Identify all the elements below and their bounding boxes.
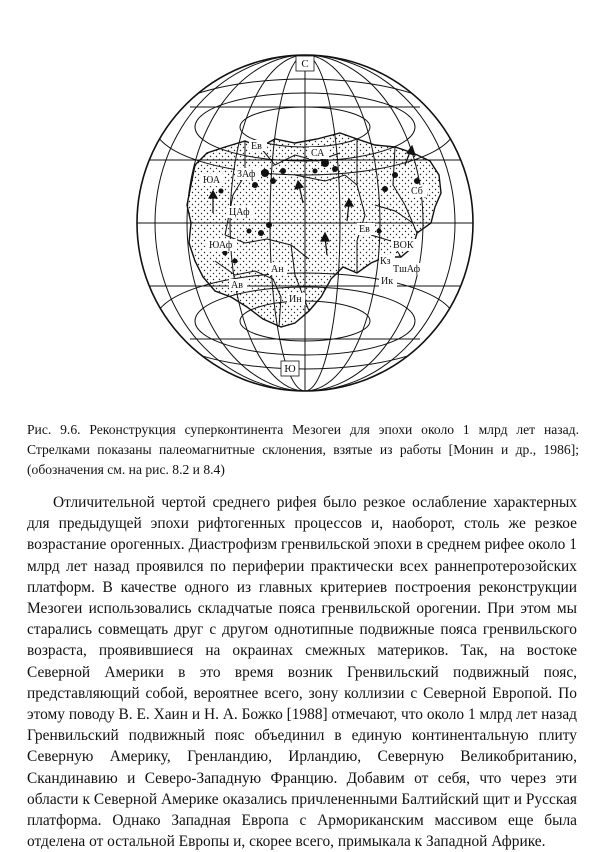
label-yuaf: ЮАф bbox=[209, 240, 233, 251]
label-an: Ан bbox=[271, 264, 284, 275]
label-yua: ЮА bbox=[203, 175, 221, 186]
label-sa: СА bbox=[311, 148, 325, 159]
label-ev2: Ев bbox=[359, 224, 370, 235]
pole-south bbox=[281, 361, 299, 376]
body-text bbox=[27, 492, 577, 852]
label-zaf: ЗАф bbox=[237, 169, 256, 180]
pole-south-label: Ю bbox=[284, 363, 296, 375]
label-tsaf: ЦАф bbox=[229, 207, 250, 218]
label-tsh: ТшАф bbox=[393, 264, 421, 275]
body-paragraph: Отличительной чертой среднего рифея было резкое ослабление характерных для предыдущей эпохи рифтогенных процессов и, наоборот, столь же резкое возрастание орогенных. Диастрофизм гренвильской эпохи в среднем рифее около 1 млрд лет назад проявился по периферии практически всех раннепротерозойских платформ. В качестве одного из главных критериев построения реконструкции Мезогеи использовались складчатые пояса гренвильской орогении. При этом мы старались совмещать друг с другом однотипные подвижные пояса гренвильского возраста, проявившиеся на окраинах смежных материков. Так, на востоке Северной Америки в это время возник Гренвильский подвижный пояс, представляющий собой, вероятнее всего, зону коллизии с Северной Европой. По этому поводу В. Е. Хаин и Н. А. Божко [1988] отмечают, что около 1 млрд лет назад Гренвильский подвижный пояс объединил в единую континентальную плиту Северную Америку, Гренландию, Ирландию, Северную Великобританию, Скандинавию и Северо-Западную Францию. Добавим от себя, что через эти области к Северной Америке оказались причлененными Балтийский щит и Русская платформа. Однако Западная Европа с Армориканским массивом еще была отделена от остальной Европы и, скорее всего, примыкала к Западной Африке. bbox=[27, 494, 577, 851]
label-sb: Сб bbox=[411, 186, 423, 197]
pole-north bbox=[296, 56, 314, 71]
label-vok: ВОК bbox=[393, 240, 414, 251]
supercontinent-map-figure bbox=[95, 35, 515, 410]
pole-north-label: С bbox=[301, 58, 309, 70]
label-kz: Кз bbox=[380, 256, 391, 267]
label-in: Ин bbox=[289, 294, 302, 305]
figure-caption bbox=[27, 420, 579, 480]
figure-caption-text: Рис. 9.6. Реконструкция суперконтинента Мезогеи для эпохи около 1 млрд лет назад. Стрелками показаны палеомагнитные склонения, взятые из работы [Монин и др., 1986]; (обозначения см. на рис. 8.2 и 8.4) bbox=[27, 422, 579, 477]
label-ev: Ев bbox=[251, 141, 262, 152]
label-ik: Ик bbox=[381, 276, 394, 287]
label-av: Ав bbox=[231, 280, 243, 291]
